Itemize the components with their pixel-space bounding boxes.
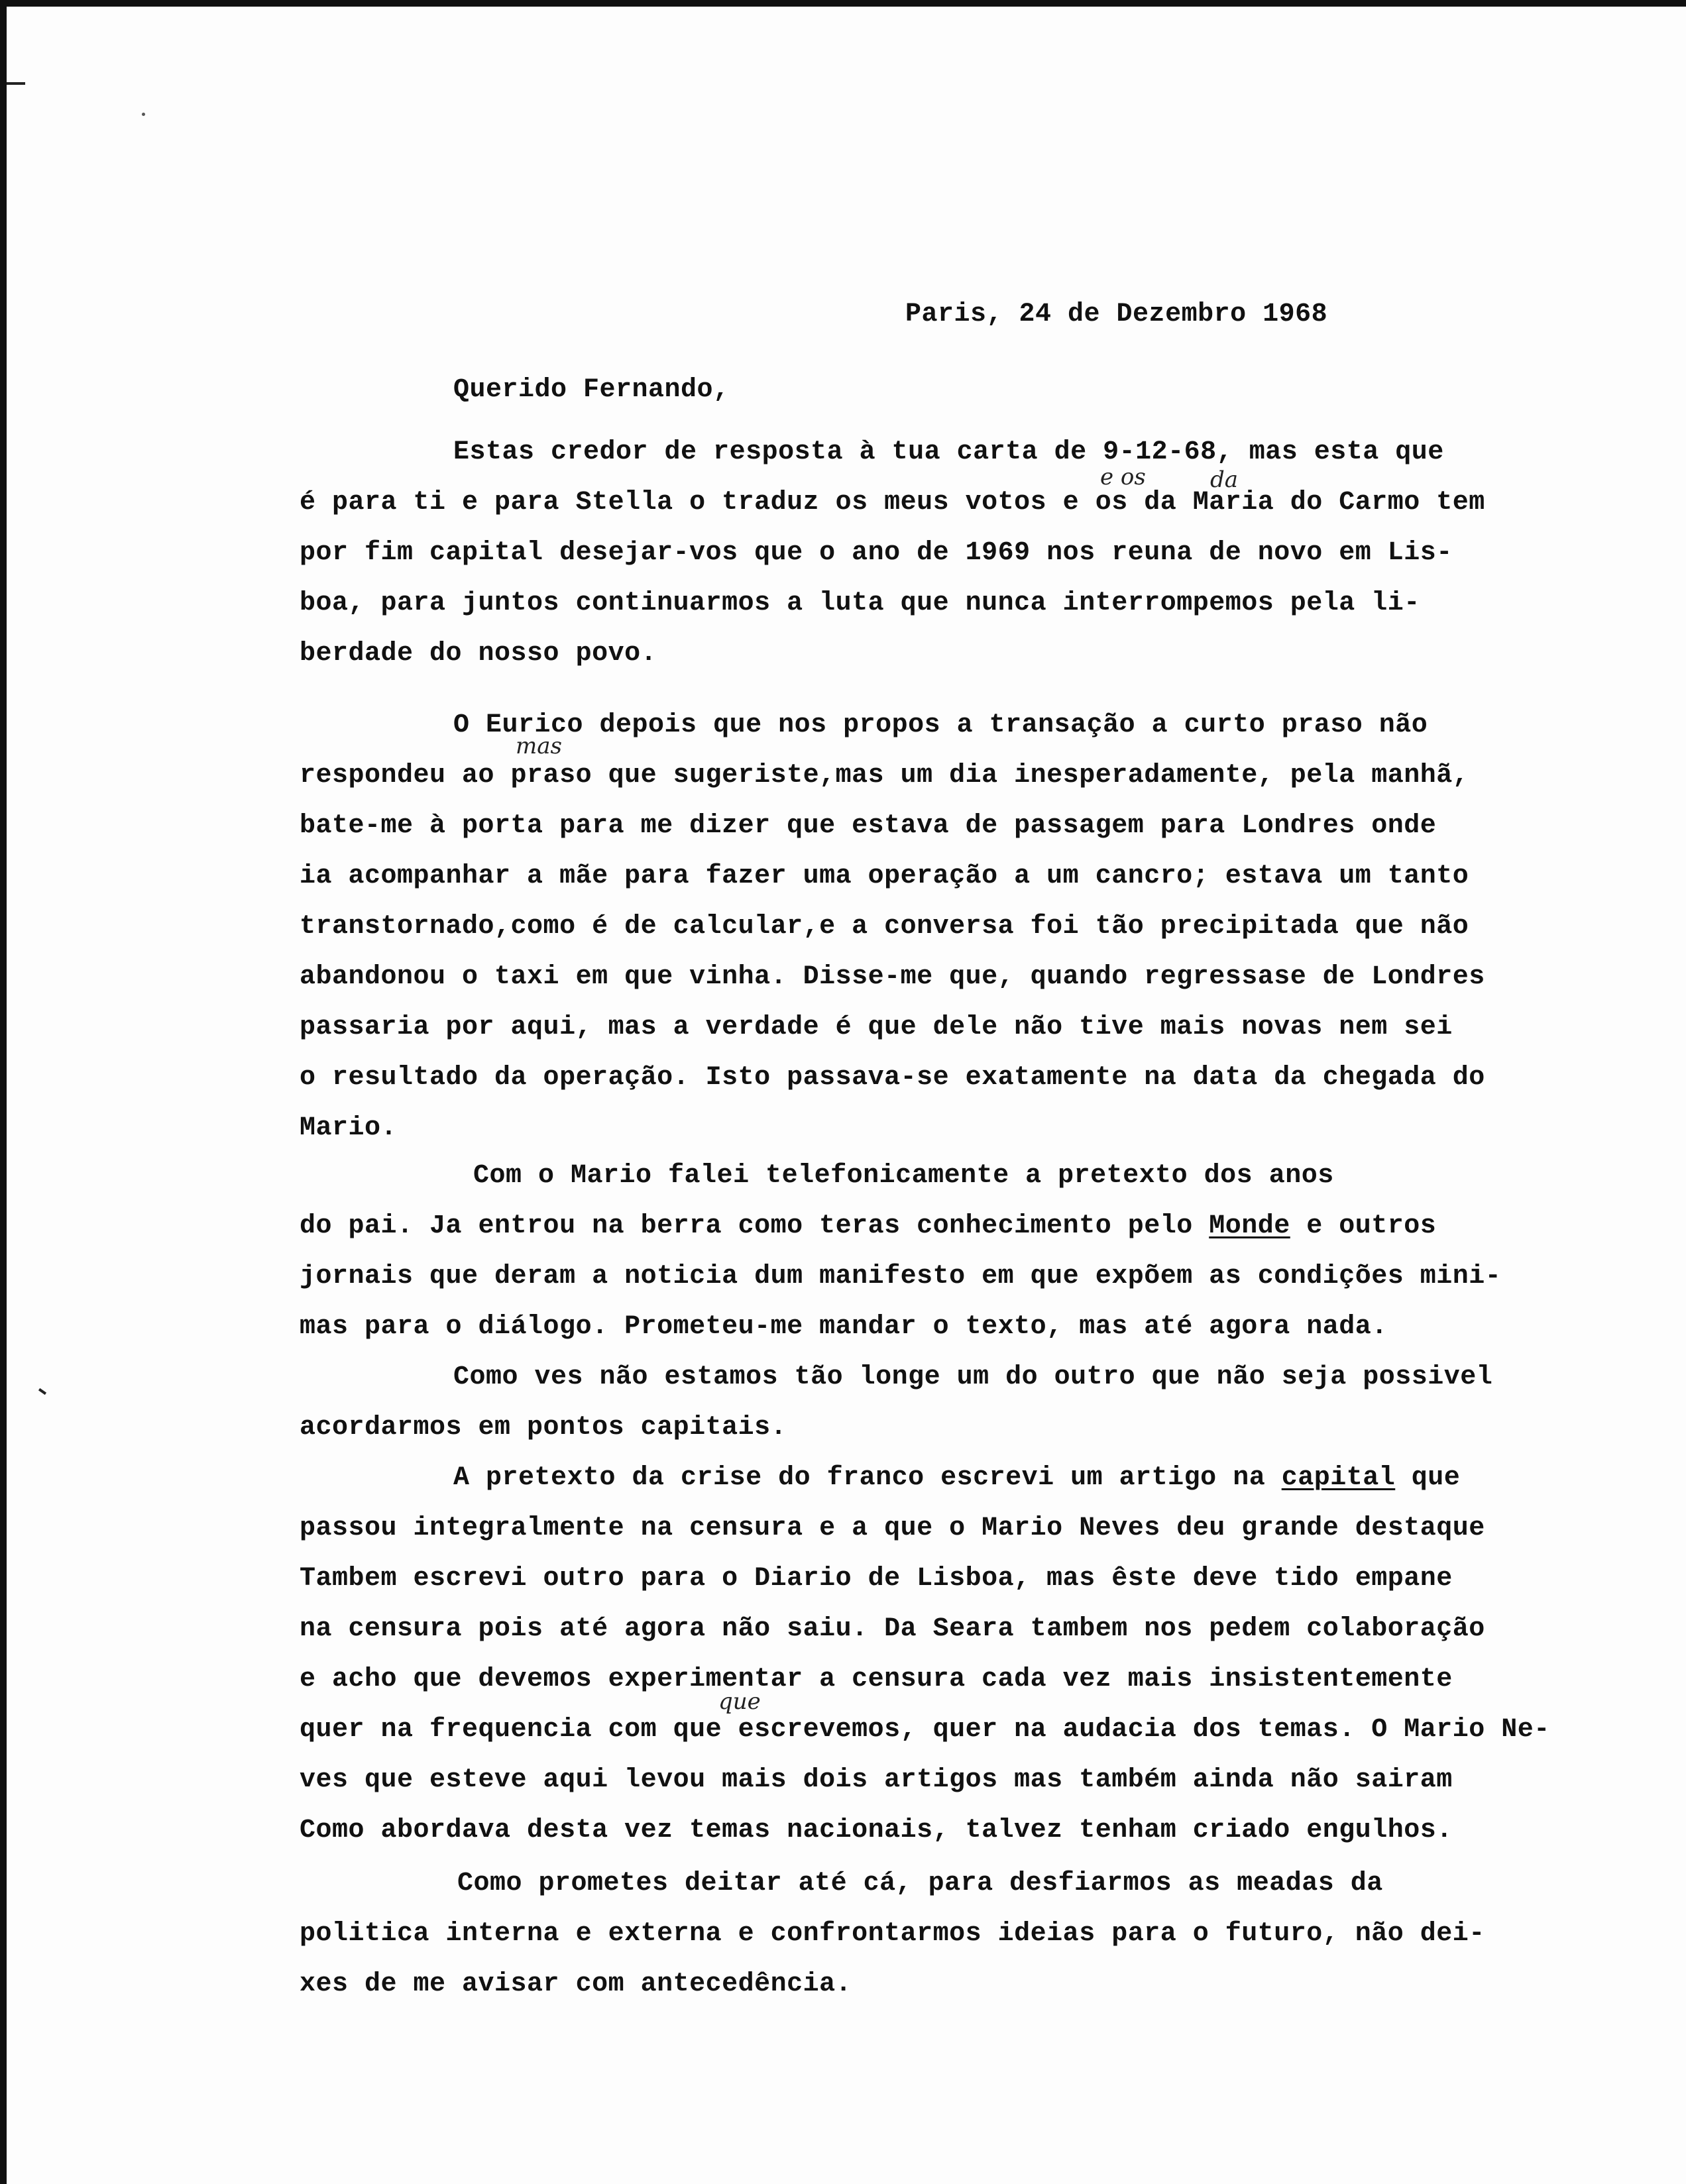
letter-line: berdade do nosso povo. — [300, 639, 657, 669]
line-text: A pretexto da crise do franco escrevi um artigo na — [453, 1463, 1282, 1493]
letter-salutation: Querido Fernando, — [453, 375, 730, 405]
letter-line: Como prometes deitar até cá, para desfiarmos as meadas da — [457, 1869, 1383, 1898]
letter-line: transtornado,como é de calcular,e a conversa foi tão precipitada que não — [300, 912, 1469, 942]
letter-line: politica interna e externa e confrontarmos ideias para o futuro, não dei- — [300, 1919, 1485, 1949]
letter-line: xes de me avisar com antecedência. — [300, 1969, 852, 1999]
handwritten-insertion: que — [718, 1688, 761, 1715]
letter-line: O Eurico depois que nos propos a transação a curto praso não — [453, 710, 1428, 740]
letter-line: mas para o diálogo. Prometeu-me mandar o texto, mas até agora nada. — [300, 1312, 1388, 1342]
letter-line: abandonou o taxi em que vinha. Disse-me que, quando regressase de Londres — [300, 962, 1485, 992]
scan-edge-left — [0, 0, 7, 2184]
scan-mark — [7, 82, 25, 85]
letter-line: Com o Mario falei telefonicamente a pretexto dos anos — [473, 1161, 1334, 1191]
letter-line: ia acompanhar a mãe para fazer uma operação a um cancro; estava um tanto — [300, 861, 1469, 891]
handwritten-insertion: e os — [1100, 464, 1146, 490]
scan-speck — [142, 113, 145, 116]
line-text: e outros — [1290, 1211, 1437, 1241]
letter-line: na censura pois até agora não saiu. Da Seara tambem nos pedem colaboração — [300, 1614, 1485, 1644]
letter-line: por fim capital desejar-vos que o ano de 1969 nos reuna de novo em Lis- — [300, 538, 1453, 568]
letter-line: Tambem escrevi outro para o Diario de Lisboa, mas êste deve tido empane — [300, 1564, 1453, 1594]
scan-mark — [38, 1388, 46, 1395]
underlined-word: capital — [1281, 1463, 1396, 1493]
handwritten-insertion: da — [1210, 466, 1239, 493]
letter-line: ves que esteve aqui levou mais dois artigos mas também ainda não sairam — [300, 1765, 1453, 1795]
letter-line: jornais que deram a noticia dum manifesto em que expõem as condições mini- — [300, 1262, 1502, 1291]
underlined-word: Monde — [1209, 1211, 1290, 1241]
letter-line — [300, 1211, 1436, 1241]
letter-line: Como abordava desta vez temas nacionais, talvez tenham criado engulhos. — [300, 1816, 1453, 1845]
line-text: do pai. Ja entrou na berra como teras conhecimento pelo — [300, 1211, 1209, 1241]
letter-line: passaria por aqui, mas a verdade é que dele não tive mais novas nem sei — [300, 1012, 1453, 1042]
letter-date: Paris, 24 de Dezembro 1968 — [905, 300, 1328, 329]
letter-line: Como ves não estamos tão longe um do outro que não seja possivel — [453, 1362, 1493, 1392]
letter-line: é para ti e para Stella o traduz os meus votos e os da Maria do Carmo tem — [300, 488, 1485, 518]
letter-line: Estas credor de resposta à tua carta de 9-12-68, mas esta que — [453, 437, 1444, 467]
letter-line: Mario. — [300, 1113, 398, 1143]
letter-line: passou integralmente na censura e a que o Mario Neves deu grande destaque — [300, 1513, 1485, 1543]
letter-line: quer na frequencia com que escrevemos, quer na audacia dos temas. O Mario Ne- — [300, 1715, 1550, 1745]
scan-edge-top — [0, 0, 1686, 7]
letter-line: boa, para juntos continuarmos a luta que nunca interrompemos pela li- — [300, 588, 1420, 618]
handwritten-insertion: mas — [516, 733, 562, 759]
letter-line — [453, 1463, 1460, 1493]
letter-line: bate-me à porta para me dizer que estava de passagem para Londres onde — [300, 811, 1437, 841]
letter-line: acordarmos em pontos capitais. — [300, 1413, 787, 1443]
letter-line: e acho que devemos experimentar a censura cada vez mais insistentemente — [300, 1665, 1453, 1694]
letter-line: respondeu ao praso que sugeriste,mas um dia inesperadamente, pela manhã, — [300, 761, 1469, 791]
line-text: que — [1395, 1463, 1461, 1493]
letter-line: o resultado da operação. Isto passava-se exatamente na data da chegada do — [300, 1063, 1485, 1093]
